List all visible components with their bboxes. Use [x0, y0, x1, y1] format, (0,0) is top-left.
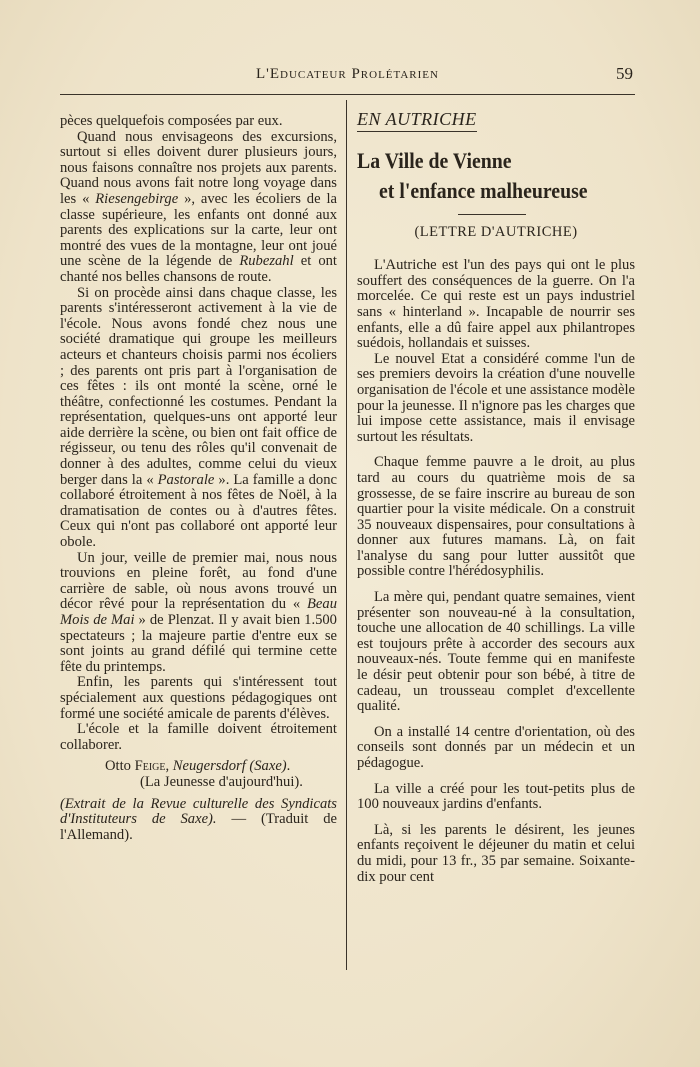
- signature-source: (La Jeunesse d'aujourd'hui).: [140, 773, 303, 790]
- article-title: [357, 146, 637, 206]
- signature: Otto Feige, Neugersdorf (Saxe). (La Jeunesse d'aujourd'hui).: [60, 759, 337, 790]
- section-label: EN AUTRICHE: [357, 112, 477, 132]
- paragraph: Quand nous envisageons des excursions, surtout si elles doivent durer plusieurs jours, nous faisons connaître nos projets aux parents. Quand nous avons fait notre long voyage dans les « Riesengebirge », avec les écoliers de la classe supérieure, les enfants ont donné aux parents des explications sur la carte, leur ont montré des vues de la montagne, leur ont joué une scène de la légende de Rubezahl et ont chanté nos belles chansons de route.: [60, 128, 337, 285]
- paragraph: Chaque femme pauvre a le droit, au plus tard au cours du quatrième mois de sa grossesse, de se faire inscrire au bureau de son quartier pour la visite médicale. On a construit 35 nouveaux dispensaires, pour consultations à donner aux futures mamans. Là, on fait l'analyse du sang pour lutter aussitôt que possible contre l'hérédosyphilis.: [357, 454, 635, 580]
- page-number: 59: [616, 64, 633, 83]
- journal-title: L'Educateur Prolétarien: [256, 66, 439, 82]
- paragraph: Le nouvel Etat a considéré comme l'un de ses premiers devoirs la création d'une nouvelle organisation de l'école et une assistance modèle pour la jeunesse. Il n'ignore pas les charges que lui impose cette assistance, mais il envisage surtout les résultats.: [357, 350, 635, 445]
- paragraph: Un jour, veille de premier mai, nous nous trouvions en pleine forêt, au fond d'une carrière de sable, où nous avons trouvé un décor rêvé pour la représentation du « Beau Mois de Mai » de Plenzat. Il y avait bien 1.500 spectateurs ; la majeure partie d'entre eux se sont joints au grand défilé qui termine cette fête du printemps.: [60, 549, 337, 675]
- paragraph: Là, si les parents le désirent, les jeunes enfants reçoivent le déjeuner du matin et celui du midi, pour 13 fr., 35 par semaine. Soixante-dix pour cent: [357, 821, 635, 885]
- paragraph: La mère qui, pendant quatre semaines, vient présenter son nouveau-né à la consultation, touche une allocation de 40 schillings. La ville est toujours prête à accorder des secours aux nouveaux-nés. Toute femme qui en manifeste le désir peut obtenir pour son bébé, à titre de cadeau, un trousseau complet d'excellente qualité.: [357, 589, 635, 715]
- article-title-line-1: La Ville de Vienne: [357, 147, 512, 173]
- right-column: [357, 109, 635, 885]
- column-divider: [346, 100, 347, 970]
- article-title-line-2: et l'enfance malheureuse: [379, 177, 588, 203]
- page-header: [60, 64, 635, 90]
- title-rule: [458, 214, 526, 215]
- paragraph: pèces quelquefois composées par eux.: [60, 113, 283, 129]
- paragraph: La ville a créé pour les tout-petits plus de 100 nouveaux jardins d'enfants.: [357, 780, 635, 813]
- paragraph: Enfin, les parents qui s'intéressent tout spécialement aux questions pédagogiques ont formé une société amicale de parents d'élèves.: [60, 674, 337, 722]
- paragraph: On a installé 14 centre d'orientation, où des conseils sont donnés par un médecin et un pédagogue.: [357, 723, 635, 771]
- paragraph: Si on procède ainsi dans chaque classe, les parents s'intéresseront activement à la vie de l'école. Nous avons fondé chez nous une société dramatique qui groupe les meilleurs acteurs et chanteurs choisis parmi nos écoliers ; des parents ont pris part à l'organisation de ces fêtes : ils ont monté la scène, orné le théâtre, confectionné les costumes. Pendant la représentation, quelques-uns ont apporté leur aide derrière la scène, ou bien ont fait office de régisseur, ou tenu des rôles qu'il convenait de donner à des adultes, comme celui du vieux berger dans la « Pastorale ». La famille a donc collaboré étroitement à nos fêtes de Noël, à la dramatisation de contes ou à d'autres fêtes. Ceux qui n'ont pas collaboré ont apporté leur obole.: [60, 284, 337, 551]
- left-column: [60, 114, 337, 843]
- paragraph: L'école et la famille doivent étroitement collaborer.: [60, 721, 337, 753]
- header-rule: [60, 94, 635, 95]
- paragraph: L'Autriche est l'un des pays qui ont le plus souffert des conséquences de la guerre. On l'a morcelée. Ce qui reste est un pays industriel sans « hinterland ». Incapable de nourrir ses enfants, elle a dû faire appel aux philantropes suédois, hollandais et suisses.: [357, 257, 635, 352]
- article-subtitle: (LETTRE D'AUTRICHE): [414, 223, 578, 240]
- extract-note: (Extrait de la Revue culturelle des Syndicats d'Instituteurs de Saxe). — (Traduit de l'Allemand).: [60, 795, 337, 843]
